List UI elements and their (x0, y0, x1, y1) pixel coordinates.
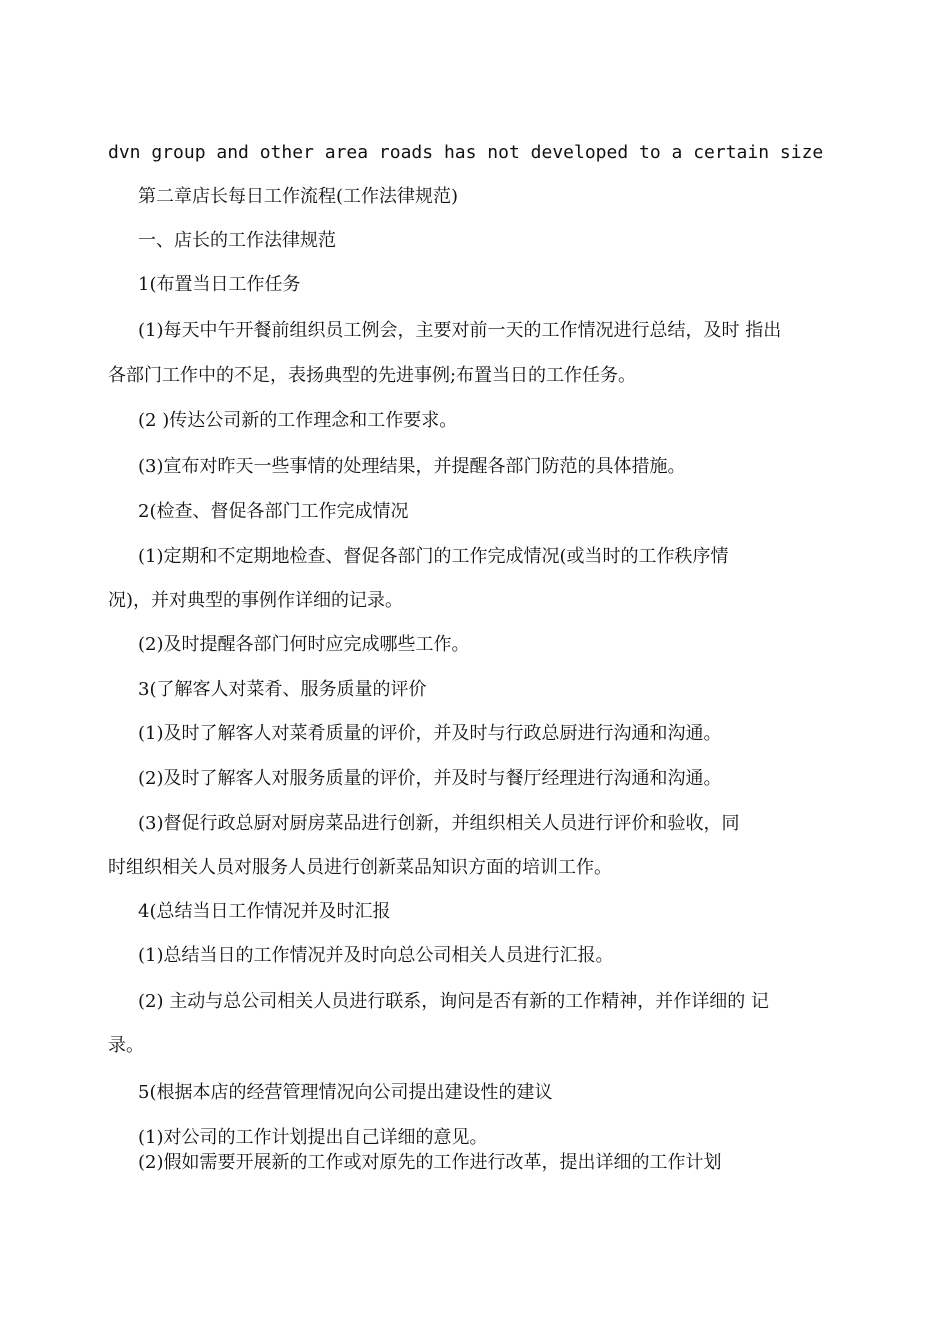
item5-paragraph2: (2)假如需要开展新的工作或对原先的工作进行改革，提出详细的工作计划 (138, 1152, 722, 1173)
item1-paragraph1-line1: (1)每天中午开餐前组织员工例会，主要对前一天的工作情况进行总结，及时 指出 (138, 320, 782, 341)
intro-line: dvn group and other area roads has not developed to a certain size (108, 142, 824, 163)
item1-paragraph3: (3)宣布对昨天一些事情的处理结果，并提醒各部门防范的具体措施。 (138, 456, 686, 477)
item2-heading: 2(检查、督促各部门工作完成情况 (138, 501, 409, 522)
item4-paragraph1: (1)总结当日的工作情况并及时向总公司相关人员进行汇报。 (138, 945, 614, 966)
item3-heading: 3(了解客人对菜肴、服务质量的评价 (138, 679, 427, 700)
item2-paragraph2: (2)及时提醒各部门何时应完成哪些工作。 (138, 634, 470, 655)
item5-paragraph1: (1)对公司的工作计划提出自己详细的意见。 (138, 1127, 488, 1148)
item1-paragraph1-line2: 各部门工作中的不足，表扬典型的先进事例;布置当日的工作任务。 (108, 365, 637, 386)
section-title: 一、店长的工作法律规范 (138, 230, 336, 251)
item2-paragraph1-line1: (1)定期和不定期地检查、督促各部门的工作完成情况(或当时的工作秩序情 (138, 546, 729, 567)
item3-paragraph1: (1)及时了解客人对菜肴质量的评价，并及时与行政总厨进行沟通和沟通。 (138, 723, 722, 744)
chapter-title: 第二章店长每日工作流程(工作法律规范) (138, 186, 459, 207)
item2-paragraph1-line2: 况)，并对典型的事例作详细的记录。 (108, 590, 404, 611)
item3-paragraph3-line1: (3)督促行政总厨对厨房菜品进行创新，并组织相关人员进行评价和验收，同 (138, 813, 740, 834)
item4-paragraph2-line2: 录。 (108, 1035, 144, 1056)
item4-heading: 4(总结当日工作情况并及时汇报 (138, 901, 391, 922)
item1-paragraph2: (2 )传达公司新的工作理念和工作要求。 (138, 410, 458, 431)
item3-paragraph2: (2)及时了解客人对服务质量的评价，并及时与餐厅经理进行沟通和沟通。 (138, 768, 722, 789)
item3-paragraph3-line2: 时组织相关人员对服务人员进行创新菜品知识方面的培训工作。 (108, 857, 612, 878)
item1-heading: 1(布置当日工作任务 (138, 274, 301, 295)
item5-heading: 5(根据本店的经营管理情况向公司提出建设性的建议 (138, 1082, 553, 1103)
item4-paragraph2-line1: (2) 主动与总公司相关人员进行联系，询问是否有新的工作精神，并作详细的 记 (138, 991, 769, 1012)
